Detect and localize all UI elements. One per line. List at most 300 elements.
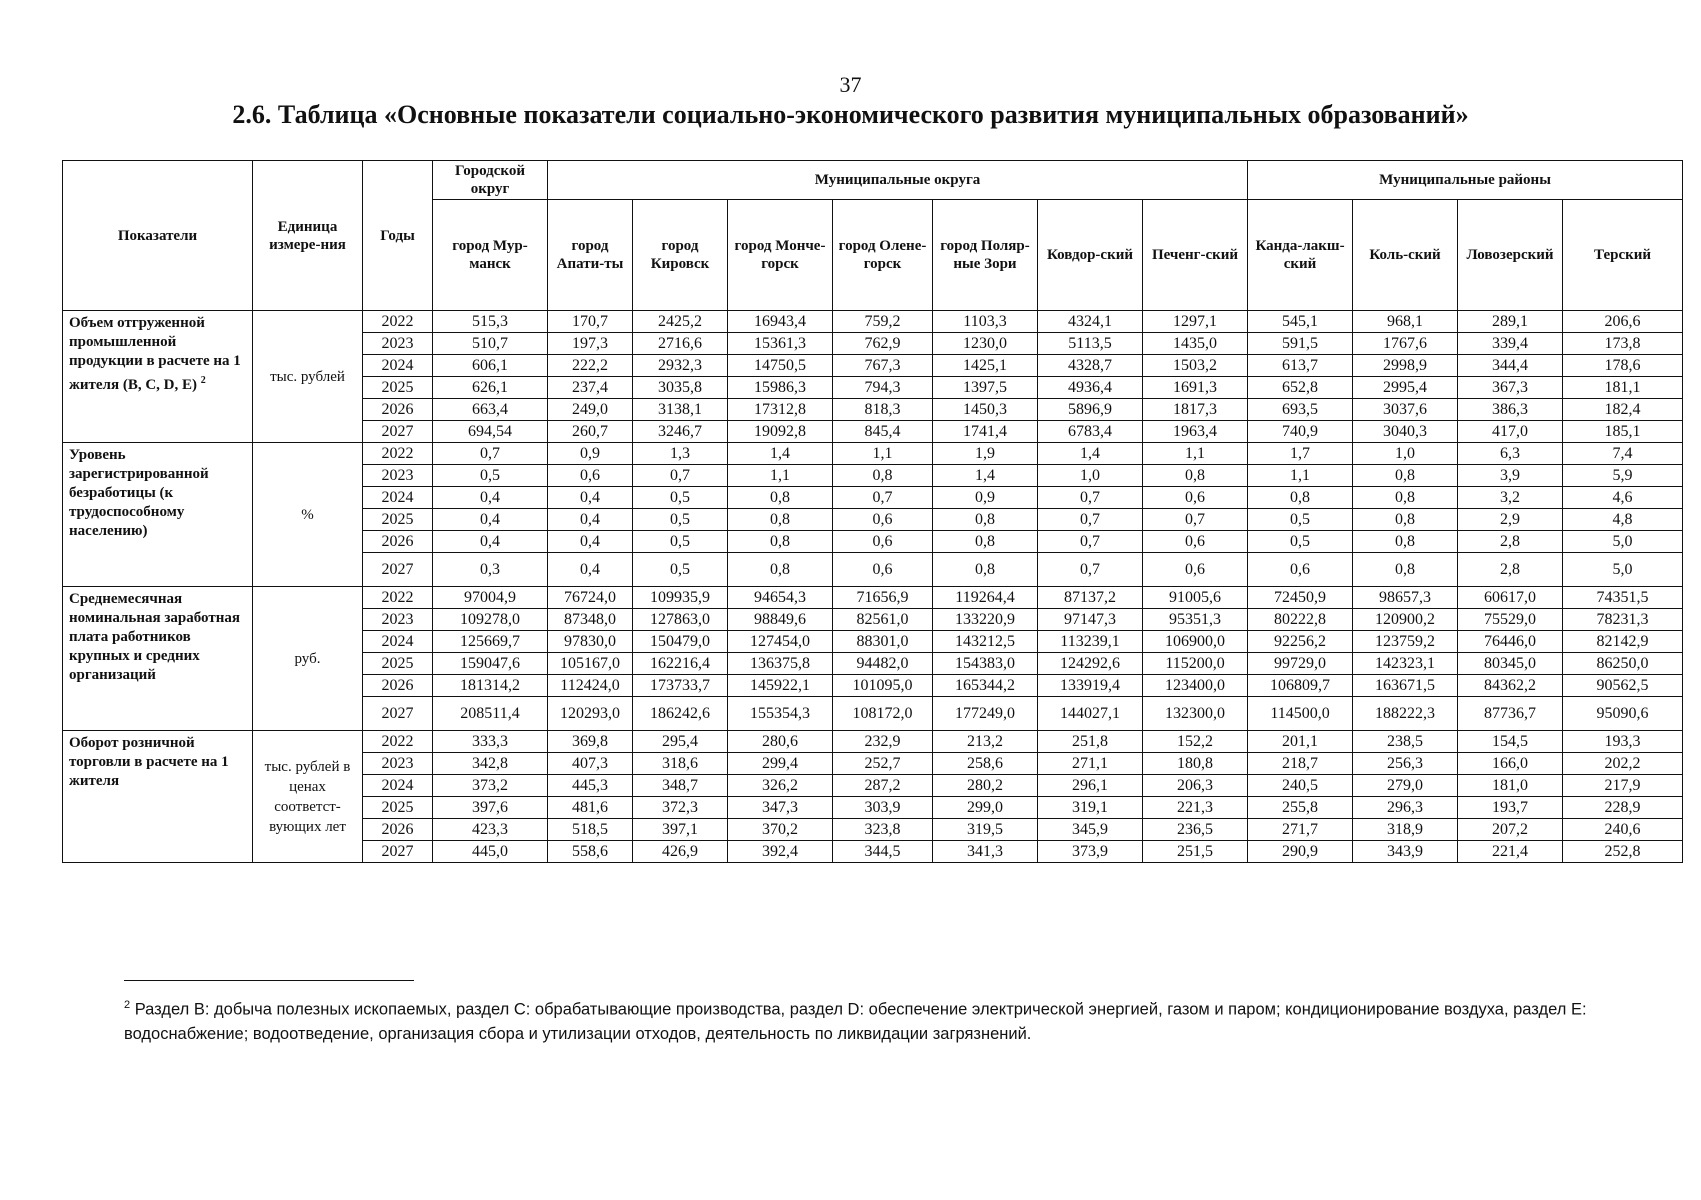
value-cell: 251,8 [1038, 731, 1143, 753]
page-title: 2.6. Таблица «Основные показатели социально-экономического развития муниципальных образований» [232, 100, 1469, 129]
header-years: Годы [363, 161, 433, 311]
value-cell: 97830,0 [548, 631, 633, 653]
value-cell: 326,2 [728, 775, 833, 797]
value-cell: 236,5 [1143, 819, 1248, 841]
value-cell: 19092,8 [728, 421, 833, 443]
year-cell: 2024 [363, 355, 433, 377]
value-cell: 606,1 [433, 355, 548, 377]
indicators-table [62, 160, 1683, 863]
value-cell: 177249,0 [933, 697, 1038, 731]
value-cell: 417,0 [1458, 421, 1563, 443]
value-cell: 397,1 [633, 819, 728, 841]
value-cell: 426,9 [633, 841, 728, 863]
value-cell: 0,8 [728, 531, 833, 553]
value-cell: 0,8 [833, 465, 933, 487]
value-cell: 240,6 [1563, 819, 1683, 841]
value-cell: 0,4 [433, 487, 548, 509]
value-cell: 759,2 [833, 311, 933, 333]
value-cell: 518,5 [548, 819, 633, 841]
value-cell: 173733,7 [633, 675, 728, 697]
value-cell: 106900,0 [1143, 631, 1248, 653]
value-cell: 154,5 [1458, 731, 1563, 753]
value-cell: 323,8 [833, 819, 933, 841]
value-cell: 16943,4 [728, 311, 833, 333]
value-cell: 255,8 [1248, 797, 1353, 819]
value-cell: 87137,2 [1038, 587, 1143, 609]
value-cell: 6783,4 [1038, 421, 1143, 443]
value-cell: 251,5 [1143, 841, 1248, 863]
footnote-text: Раздел В: добыча полезных ископаемых, раздел С: обрабатывающие производства, раздел D: обеспечение электрической энергией, газом и паром; кондиционирование воздуха, раздел Е: водоснабжение; водоотведение, организация сбора и утилизации отходов, деятельность по ликвидации загрязнений. [124, 1000, 1587, 1043]
value-cell: 228,9 [1563, 797, 1683, 819]
value-cell: 206,3 [1143, 775, 1248, 797]
value-cell: 123400,0 [1143, 675, 1248, 697]
footnote-mark: 2 [124, 999, 131, 1011]
value-cell: 1503,2 [1143, 355, 1248, 377]
value-cell: 163671,5 [1353, 675, 1458, 697]
value-cell: 0,4 [433, 531, 548, 553]
header-group-urban-district: Городской округ [433, 161, 548, 200]
value-cell: 218,7 [1248, 753, 1353, 775]
value-cell: 0,6 [833, 553, 933, 587]
value-cell: 0,8 [728, 487, 833, 509]
value-cell: 252,7 [833, 753, 933, 775]
value-cell: 1817,3 [1143, 399, 1248, 421]
value-cell: 1103,3 [933, 311, 1038, 333]
indicator-label: Среднемесячная номинальная заработная плата работников крупных и средних организаций [69, 591, 240, 683]
value-cell: 221,4 [1458, 841, 1563, 863]
value-cell: 295,4 [633, 731, 728, 753]
value-cell: 0,7 [1143, 509, 1248, 531]
value-cell: 145922,1 [728, 675, 833, 697]
column-header: Коль-ский [1353, 200, 1458, 311]
page-number: 37 [839, 72, 862, 97]
indicator-label: Уровень зарегистрированной безработицы (к трудоспособному населению) [69, 447, 209, 539]
value-cell: 0,9 [548, 443, 633, 465]
value-cell: 92256,2 [1248, 631, 1353, 653]
value-cell: 0,4 [548, 553, 633, 587]
value-cell: 0,6 [1143, 553, 1248, 587]
value-cell: 249,0 [548, 399, 633, 421]
value-cell: 5,0 [1563, 531, 1683, 553]
value-cell: 120293,0 [548, 697, 633, 731]
table-header [63, 161, 1683, 311]
value-cell: 0,8 [933, 531, 1038, 553]
value-cell: 106809,7 [1248, 675, 1353, 697]
value-cell: 252,8 [1563, 841, 1683, 863]
column-header: Ковдор-ский [1038, 200, 1143, 311]
indicator-cell [63, 731, 253, 863]
value-cell: 0,9 [933, 487, 1038, 509]
value-cell: 0,6 [833, 531, 933, 553]
table-row [63, 731, 1683, 753]
value-cell: 1397,5 [933, 377, 1038, 399]
value-cell: 5,9 [1563, 465, 1683, 487]
value-cell: 271,7 [1248, 819, 1353, 841]
year-cell: 2024 [363, 487, 433, 509]
value-cell: 188222,3 [1353, 697, 1458, 731]
value-cell: 185,1 [1563, 421, 1683, 443]
value-cell: 75529,0 [1458, 609, 1563, 631]
value-cell: 2995,4 [1353, 377, 1458, 399]
value-cell: 818,3 [833, 399, 933, 421]
value-cell: 0,6 [1248, 553, 1353, 587]
value-cell: 99729,0 [1248, 653, 1353, 675]
value-cell: 258,6 [933, 753, 1038, 775]
value-cell: 319,5 [933, 819, 1038, 841]
value-cell: 162216,4 [633, 653, 728, 675]
value-cell: 80345,0 [1458, 653, 1563, 675]
value-cell: 0,8 [728, 553, 833, 587]
value-cell: 154383,0 [933, 653, 1038, 675]
header-unit: Единица измере-ния [253, 161, 363, 311]
year-cell: 2026 [363, 531, 433, 553]
value-cell: 0,8 [1353, 553, 1458, 587]
value-cell: 101095,0 [833, 675, 933, 697]
value-cell: 296,3 [1353, 797, 1458, 819]
value-cell: 968,1 [1353, 311, 1458, 333]
value-cell: 558,6 [548, 841, 633, 863]
value-cell: 181,0 [1458, 775, 1563, 797]
value-cell: 372,3 [633, 797, 728, 819]
value-cell: 207,2 [1458, 819, 1563, 841]
value-cell: 3037,6 [1353, 399, 1458, 421]
value-cell: 3246,7 [633, 421, 728, 443]
value-cell: 98657,3 [1353, 587, 1458, 609]
value-cell: 280,6 [728, 731, 833, 753]
value-cell: 740,9 [1248, 421, 1353, 443]
value-cell: 319,1 [1038, 797, 1143, 819]
value-cell: 109935,9 [633, 587, 728, 609]
value-cell: 178,6 [1563, 355, 1683, 377]
value-cell: 339,4 [1458, 333, 1563, 355]
year-cell: 2025 [363, 653, 433, 675]
value-cell: 271,1 [1038, 753, 1143, 775]
value-cell: 0,8 [1353, 465, 1458, 487]
footnote-reference: 2 [200, 375, 206, 386]
value-cell: 0,7 [1038, 509, 1143, 531]
column-header: город Мур-манск [433, 200, 548, 311]
value-cell: 143212,5 [933, 631, 1038, 653]
value-cell: 344,5 [833, 841, 933, 863]
value-cell: 181,1 [1563, 377, 1683, 399]
value-cell: 545,1 [1248, 311, 1353, 333]
value-cell: 87736,7 [1458, 697, 1563, 731]
value-cell: 94482,0 [833, 653, 933, 675]
value-cell: 591,5 [1248, 333, 1353, 355]
value-cell: 4936,4 [1038, 377, 1143, 399]
value-cell: 1,7 [1248, 443, 1353, 465]
column-header: Терский [1563, 200, 1683, 311]
value-cell: 17312,8 [728, 399, 833, 421]
value-cell: 94654,3 [728, 587, 833, 609]
value-cell: 510,7 [433, 333, 548, 355]
year-cell: 2026 [363, 819, 433, 841]
column-header: Ловозерский [1458, 200, 1563, 311]
column-header: Канда-лакш-ский [1248, 200, 1353, 311]
value-cell: 0,6 [1143, 487, 1248, 509]
value-cell: 0,6 [1143, 531, 1248, 553]
value-cell: 397,6 [433, 797, 548, 819]
value-cell: 132300,0 [1143, 697, 1248, 731]
value-cell: 119264,4 [933, 587, 1038, 609]
value-cell: 333,3 [433, 731, 548, 753]
value-cell: 1,4 [933, 465, 1038, 487]
value-cell: 213,2 [933, 731, 1038, 753]
value-cell: 97004,9 [433, 587, 548, 609]
year-cell: 2024 [363, 631, 433, 653]
value-cell: 108172,0 [833, 697, 933, 731]
column-header: город Олене-горск [833, 200, 933, 311]
value-cell: 238,5 [1353, 731, 1458, 753]
value-cell: 222,2 [548, 355, 633, 377]
year-cell: 2022 [363, 443, 433, 465]
value-cell: 91005,6 [1143, 587, 1248, 609]
value-cell: 72450,9 [1248, 587, 1353, 609]
value-cell: 280,2 [933, 775, 1038, 797]
value-cell: 289,1 [1458, 311, 1563, 333]
value-cell: 7,4 [1563, 443, 1683, 465]
value-cell: 76724,0 [548, 587, 633, 609]
value-cell: 82561,0 [833, 609, 933, 631]
header-group-municipal-okrugs: Муниципальные округа [548, 161, 1248, 200]
year-cell: 2027 [363, 697, 433, 731]
value-cell: 0,8 [1353, 487, 1458, 509]
value-cell: 115200,0 [1143, 653, 1248, 675]
value-cell: 4328,7 [1038, 355, 1143, 377]
value-cell: 180,8 [1143, 753, 1248, 775]
value-cell: 82142,9 [1563, 631, 1683, 653]
value-cell: 370,2 [728, 819, 833, 841]
value-cell: 794,3 [833, 377, 933, 399]
value-cell: 345,9 [1038, 819, 1143, 841]
value-cell: 4324,1 [1038, 311, 1143, 333]
value-cell: 165344,2 [933, 675, 1038, 697]
value-cell: 1450,3 [933, 399, 1038, 421]
value-cell: 90562,5 [1563, 675, 1683, 697]
year-cell: 2022 [363, 731, 433, 753]
value-cell: 318,9 [1353, 819, 1458, 841]
value-cell: 845,4 [833, 421, 933, 443]
indicator-cell [63, 443, 253, 587]
value-cell: 113239,1 [1038, 631, 1143, 653]
unit-cell: тыс. рублей в ценах соответст-вующих лет [253, 731, 363, 863]
value-cell: 88301,0 [833, 631, 933, 653]
value-cell: 0,8 [933, 509, 1038, 531]
value-cell: 373,2 [433, 775, 548, 797]
value-cell: 1297,1 [1143, 311, 1248, 333]
value-cell: 133919,4 [1038, 675, 1143, 697]
year-cell: 2022 [363, 311, 433, 333]
value-cell: 127863,0 [633, 609, 728, 631]
value-cell: 0,8 [728, 509, 833, 531]
value-cell: 74351,5 [1563, 587, 1683, 609]
value-cell: 3,9 [1458, 465, 1563, 487]
value-cell: 159047,6 [433, 653, 548, 675]
value-cell: 386,3 [1458, 399, 1563, 421]
header-indicator: Показатели [63, 161, 253, 311]
value-cell: 232,9 [833, 731, 933, 753]
value-cell: 5113,5 [1038, 333, 1143, 355]
value-cell: 344,4 [1458, 355, 1563, 377]
unit-cell: % [253, 443, 363, 587]
table-row [63, 587, 1683, 609]
value-cell: 86250,0 [1563, 653, 1683, 675]
value-cell: 343,9 [1353, 841, 1458, 863]
table-row [63, 443, 1683, 465]
value-cell: 142323,1 [1353, 653, 1458, 675]
value-cell: 123759,2 [1353, 631, 1458, 653]
value-cell: 127454,0 [728, 631, 833, 653]
value-cell: 173,8 [1563, 333, 1683, 355]
value-cell: 1230,0 [933, 333, 1038, 355]
value-cell: 193,3 [1563, 731, 1683, 753]
value-cell: 1,1 [833, 443, 933, 465]
value-cell: 208511,4 [433, 697, 548, 731]
value-cell: 694,54 [433, 421, 548, 443]
value-cell: 445,0 [433, 841, 548, 863]
value-cell: 2425,2 [633, 311, 728, 333]
value-cell: 1,4 [728, 443, 833, 465]
value-cell: 303,9 [833, 797, 933, 819]
value-cell: 3040,3 [1353, 421, 1458, 443]
value-cell: 76446,0 [1458, 631, 1563, 653]
value-cell: 80222,8 [1248, 609, 1353, 631]
year-cell: 2027 [363, 421, 433, 443]
value-cell: 4,6 [1563, 487, 1683, 509]
value-cell: 613,7 [1248, 355, 1353, 377]
value-cell: 15361,3 [728, 333, 833, 355]
value-cell: 290,9 [1248, 841, 1353, 863]
value-cell: 2,9 [1458, 509, 1563, 531]
value-cell: 240,5 [1248, 775, 1353, 797]
value-cell: 109278,0 [433, 609, 548, 631]
value-cell: 369,8 [548, 731, 633, 753]
value-cell: 423,3 [433, 819, 548, 841]
value-cell: 1,0 [1038, 465, 1143, 487]
value-cell: 515,3 [433, 311, 548, 333]
column-header: Печенг-ский [1143, 200, 1248, 311]
value-cell: 0,5 [633, 553, 728, 587]
value-cell: 348,7 [633, 775, 728, 797]
value-cell: 1,3 [633, 443, 728, 465]
value-cell: 0,7 [1038, 487, 1143, 509]
year-cell: 2026 [363, 399, 433, 421]
value-cell: 5896,9 [1038, 399, 1143, 421]
value-cell: 762,9 [833, 333, 933, 355]
year-cell: 2027 [363, 841, 433, 863]
indicator-label: Объем отгруженной промышленной продукции в расчете на 1 жителя (B, C, D, E) [69, 315, 241, 393]
value-cell: 260,7 [548, 421, 633, 443]
value-cell: 71656,9 [833, 587, 933, 609]
value-cell: 202,2 [1563, 753, 1683, 775]
value-cell: 0,4 [548, 509, 633, 531]
value-cell: 0,8 [1353, 531, 1458, 553]
value-cell: 1,4 [1038, 443, 1143, 465]
value-cell: 152,2 [1143, 731, 1248, 753]
value-cell: 78231,3 [1563, 609, 1683, 631]
value-cell: 4,8 [1563, 509, 1683, 531]
unit-cell: тыс. рублей [253, 311, 363, 443]
value-cell: 114500,0 [1248, 697, 1353, 731]
value-cell: 221,3 [1143, 797, 1248, 819]
value-cell: 0,7 [833, 487, 933, 509]
value-cell: 1425,1 [933, 355, 1038, 377]
value-cell: 97147,3 [1038, 609, 1143, 631]
value-cell: 0,4 [548, 487, 633, 509]
value-cell: 693,5 [1248, 399, 1353, 421]
indicator-cell [63, 587, 253, 731]
value-cell: 2716,6 [633, 333, 728, 355]
value-cell: 0,5 [633, 509, 728, 531]
value-cell: 2932,3 [633, 355, 728, 377]
value-cell: 1963,4 [1143, 421, 1248, 443]
value-cell: 201,1 [1248, 731, 1353, 753]
value-cell: 15986,3 [728, 377, 833, 399]
year-cell: 2027 [363, 553, 433, 587]
value-cell: 125669,7 [433, 631, 548, 653]
value-cell: 112424,0 [548, 675, 633, 697]
value-cell: 84362,2 [1458, 675, 1563, 697]
value-cell: 1767,6 [1353, 333, 1458, 355]
value-cell: 0,7 [433, 443, 548, 465]
value-cell: 256,3 [1353, 753, 1458, 775]
value-cell: 144027,1 [1038, 697, 1143, 731]
value-cell: 299,0 [933, 797, 1038, 819]
value-cell: 0,4 [433, 509, 548, 531]
value-cell: 0,5 [1248, 531, 1353, 553]
value-cell: 95090,6 [1563, 697, 1683, 731]
value-cell: 5,0 [1563, 553, 1683, 587]
value-cell: 217,9 [1563, 775, 1683, 797]
value-cell: 133220,9 [933, 609, 1038, 631]
value-cell: 0,3 [433, 553, 548, 587]
value-cell: 0,7 [1038, 553, 1143, 587]
value-cell: 186242,6 [633, 697, 728, 731]
value-cell: 3138,1 [633, 399, 728, 421]
value-cell: 373,9 [1038, 841, 1143, 863]
value-cell: 652,8 [1248, 377, 1353, 399]
value-cell: 197,3 [548, 333, 633, 355]
value-cell: 166,0 [1458, 753, 1563, 775]
value-cell: 392,4 [728, 841, 833, 863]
value-cell: 318,6 [633, 753, 728, 775]
value-cell: 1741,4 [933, 421, 1038, 443]
value-cell: 105167,0 [548, 653, 633, 675]
value-cell: 0,6 [833, 509, 933, 531]
footnote-rule [124, 980, 414, 981]
value-cell: 0,8 [1143, 465, 1248, 487]
value-cell: 237,4 [548, 377, 633, 399]
value-cell: 296,1 [1038, 775, 1143, 797]
value-cell: 60617,0 [1458, 587, 1563, 609]
value-cell: 14750,5 [728, 355, 833, 377]
value-cell: 0,8 [1353, 509, 1458, 531]
value-cell: 98849,6 [728, 609, 833, 631]
table-row [63, 311, 1683, 333]
footnote [124, 993, 1624, 1046]
year-cell: 2023 [363, 333, 433, 355]
value-cell: 299,4 [728, 753, 833, 775]
value-cell: 0,5 [1248, 509, 1353, 531]
value-cell: 407,3 [548, 753, 633, 775]
table-body [63, 311, 1683, 863]
value-cell: 1,1 [728, 465, 833, 487]
value-cell: 155354,3 [728, 697, 833, 731]
value-cell: 341,3 [933, 841, 1038, 863]
value-cell: 136375,8 [728, 653, 833, 675]
value-cell: 0,5 [633, 531, 728, 553]
value-cell: 193,7 [1458, 797, 1563, 819]
